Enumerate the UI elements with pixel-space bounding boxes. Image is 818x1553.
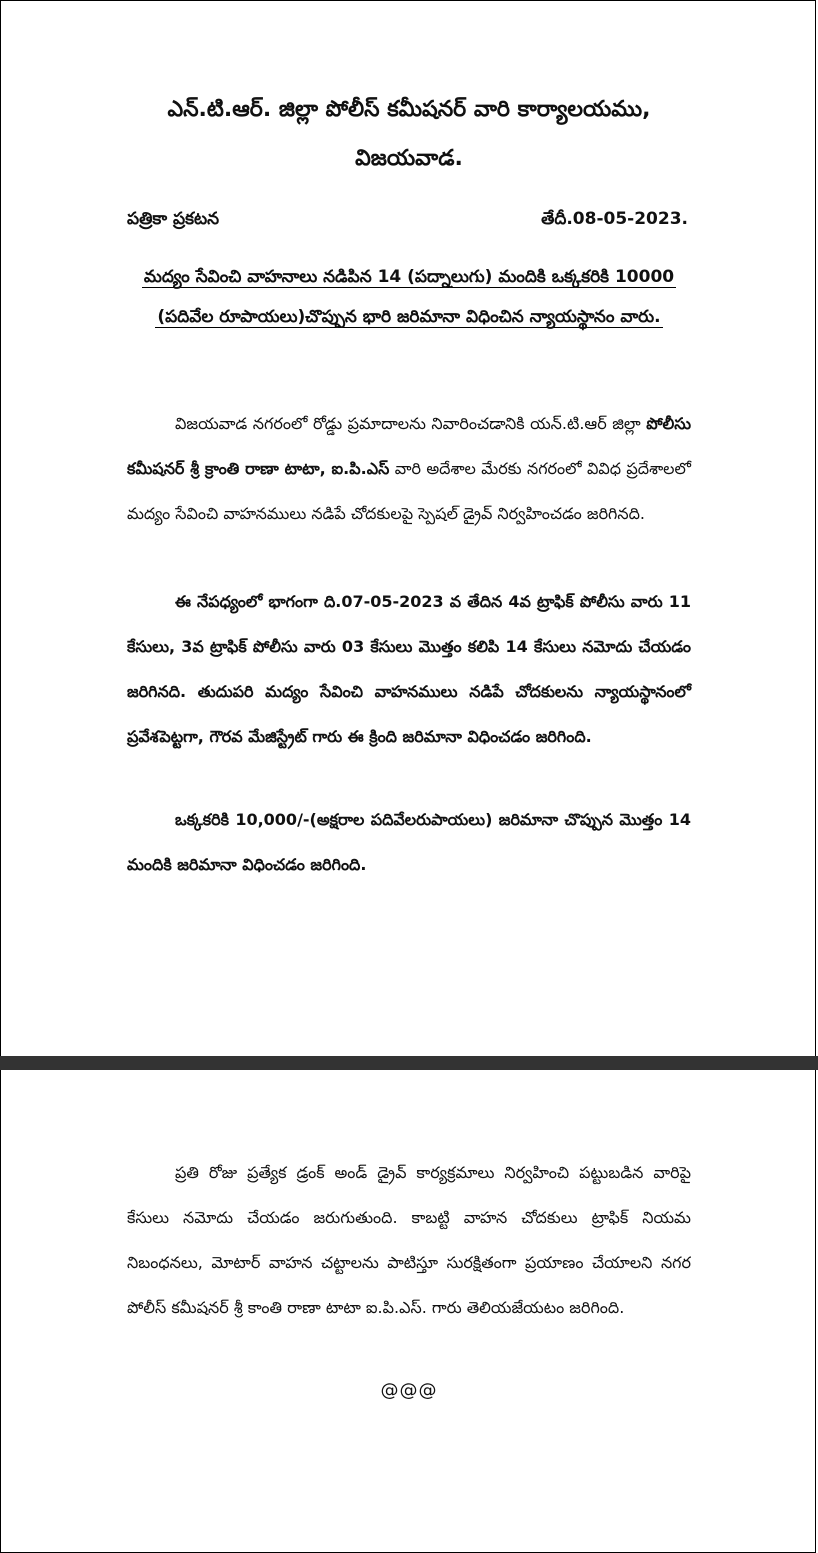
subject-block bbox=[121, 257, 697, 337]
paragraph-1 bbox=[127, 401, 691, 536]
paragraph-1-end: వారి అదేశాల మేరకు నగరంలో వివిధ ప్రదేశాలలో మద్యం సేవించి వాహనములు నడిపే చోదకులపై స్పెషల్ డ్రైవ్ నిర్వహించడం జరిగినది. bbox=[127, 459, 691, 523]
office-city: విజయవాడ. bbox=[355, 146, 463, 171]
end-mark: @@@ bbox=[380, 1380, 438, 1401]
subject-line-1: మద్యం సేవించి వాహనాలు నడిపిన 14 (పద్నాలుగు) మందికి ఒక్కకరికి 10000 bbox=[143, 267, 675, 287]
page-separator bbox=[0, 1056, 818, 1070]
paragraph-3: ఒక్కకరికి 10,000/-(అక్షరాల పదివేలరుపాయలు) జరిమానా చొప్పున మొత్తం 14 మందికి జరిమానా విధించడం జరిగింది. bbox=[127, 810, 691, 874]
office-heading: ఎన్.టి.ఆర్. జిల్లా పోలీస్ కమీషనర్ వారి కార్యాలయము, bbox=[167, 97, 651, 122]
paragraph-2: ఈ నేపధ్యంలో భాగంగా ది.07-05-2023 వ తేదిన 4వ ట్రాఫిక్ పోలీసు వారు 11 కేసులు, 3వ ట్రాఫిక్ పోలీసు వారు 03 కేసులు మొత్తం కలిపి 14 కేసులు నమోదు చేయడం జరిగినది. తుదుపరి మద్యం సేవించి వాహనములు నడిపే చోదకులను న్యాయస్థానంలో ప్రవేశపెట్టగా, గౌరవ మేజిస్ట్రేట్ గారు ఈ క్రింది జరిమానా విధించడం జరిగింది. bbox=[127, 592, 691, 746]
paragraph-4: ప్రతి రోజు ప్రత్యేక డ్రంక్ అండ్ డ్రైవ్ కార్యక్రమాలు నిర్వహించి పట్టుబడిన వారిపై కేసులు నమోదు చేయడం జరుగుతుంది. కాబట్టి వాహన చోదకులు ట్రాఫిక్ నియమ నిబంధనలు, మోటార్ వాహన చట్టాలను పాటిస్తూ సురక్షితంగా ప్రయాణం చేయాలని నగర పోలీస్ కమీషనర్ శ్రీ కాంతి రాణా టాటా ఐ.పి.ఎస్. గారు తెలియజేయటం జరిగింది. bbox=[127, 1163, 691, 1317]
press-release-label: పత్రికా ప్రకటన bbox=[127, 209, 220, 229]
document-date: తేదీ.08-05-2023. bbox=[541, 209, 688, 229]
commissioner-name: పోలీసు కమీషనర్ శ్రీ క్రాంతి రాణా టాటా, ఐ.పి.ఎస్ bbox=[127, 414, 691, 478]
paragraph-1-start: విజయవాడ నగరంలో రోడ్డు ప్రమాదాలను నివారించడానికి యన్.టి.ఆర్ జిల్లా bbox=[175, 414, 647, 433]
document-page-2 bbox=[0, 1070, 816, 1553]
subject-line-2: (పదివేల రూపాయలు)చొప్పున భారి జరిమానా విధించిన న్యాయస్థానం వారు. bbox=[157, 307, 661, 327]
